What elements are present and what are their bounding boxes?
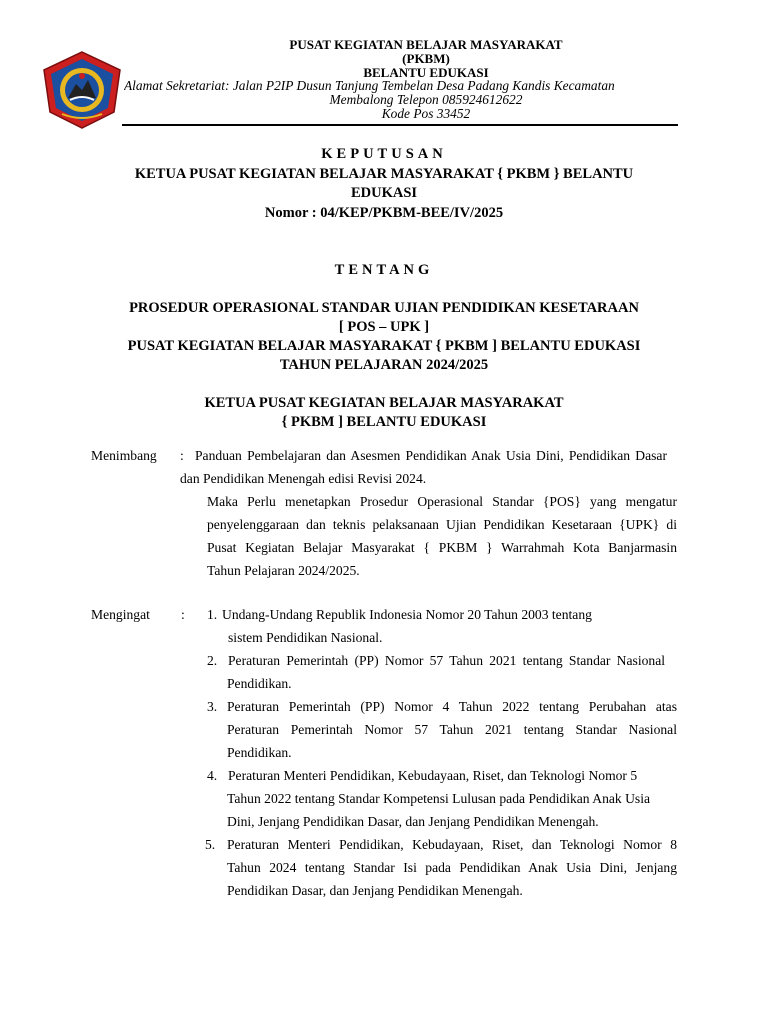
- about-line3: PUSAT KEGIATAN BELAJAR MASYARAKAT { PKBM ] BELANTU EDUKASI: [127, 338, 641, 354]
- remembering-item-line: sistem Pendidikan Nasional.: [228, 630, 383, 645]
- decision-title-line1: KETUA PUSAT KEGIATAN BELAJAR MASYARAKAT { PKBM } BELANTU: [134, 166, 634, 182]
- considering-p2-line3: Pusat Kegiatan Belajar Masyarakat { PKBM } Warrahmah Kota Banjarmasin: [207, 540, 677, 555]
- considering-p2-line2: penyelenggaraan dan teknis pelaksanaan Ujian Pendidikan Kesetaraan {UPK} di: [207, 517, 677, 532]
- remembering-item-line: Pendidikan.: [227, 676, 292, 691]
- remembering-item-line: Peraturan Menteri Pendidikan, Kebudayaan, Riset, dan Teknologi Nomor 8: [227, 837, 677, 852]
- remembering-item-number: 3.: [207, 699, 218, 714]
- address-line1: Alamat Sekretariat: Jalan P2IP Dusun Tanjung Tembelan Desa Padang Kandis Kecamatan: [124, 79, 615, 93]
- remembering-item-line: Dini, Jenjang Pendidikan Dasar, dan Jenjang Pendidikan Menengah.: [227, 814, 599, 829]
- remembering-item-number: 4.: [207, 768, 218, 783]
- remembering-item-number: 1.: [207, 607, 218, 622]
- decision-heading: KEPUTUSAN: [321, 146, 447, 162]
- remembering-item-line: Peraturan Pemerintah (PP) Nomor 4 Tahun 2022 tentang Perubahan atas: [227, 699, 677, 714]
- decision-title-line2: EDUKASI: [350, 185, 418, 201]
- org-name-line2: (PKBM): [402, 51, 450, 66]
- remembering-item-number: 2.: [207, 653, 218, 668]
- remembering-item-line: Peraturan Menteri Pendidikan, Kebudayaan, Riset, dan Teknologi Nomor 5: [228, 768, 638, 783]
- address-line2: Membalong Telepon 085924612622: [329, 92, 523, 107]
- remembering-label: Mengingat: [91, 607, 150, 622]
- remembering-item-line: Undang-Undang Republik Indonesia Nomor 20 Tahun 2003 tentang: [222, 607, 592, 622]
- remembering-item-number: 5.: [205, 837, 216, 852]
- remembering-item-line: Tahun 2024 tentang Standar Isi pada Pendidikan Anak Usia Dini, Jenjang: [227, 860, 677, 875]
- org-name-line1: PUSAT KEGIATAN BELAJAR MASYARAKAT: [289, 37, 563, 52]
- remembering-colon: :: [181, 607, 185, 622]
- pkbm-logo-emblem-icon: [40, 50, 124, 130]
- signatory-line1: KETUA PUSAT KEGIATAN BELAJAR MASYARAKAT: [204, 395, 564, 411]
- remembering-item-line: Pendidikan.: [227, 745, 292, 760]
- letterhead-divider: [122, 124, 678, 126]
- address-line3: Kode Pos 33452: [381, 106, 471, 121]
- remembering-item-line: Pendidikan Dasar, dan Jenjang Pendidikan Menengah.: [227, 883, 523, 898]
- remembering-item-line: Tahun 2022 tentang Standar Kompetensi Lulusan pada Pendidikan Anak Usia: [227, 791, 651, 806]
- considering-colon: :: [180, 448, 184, 463]
- signatory-line2: { PKBM ] BELANTU EDUKASI: [281, 414, 487, 430]
- considering-p1-line2: dan Pendidikan Menengah edisi Revisi 2024.: [180, 471, 427, 486]
- considering-p2-line4: Tahun Pelajaran 2024/2025.: [207, 563, 360, 578]
- remembering-item-line: Peraturan Pemerintah (PP) Nomor 57 Tahun 2021 tentang Standar Nasional: [228, 653, 665, 668]
- about-heading: TENTANG: [334, 262, 434, 278]
- considering-p1-line1: Panduan Pembelajaran dan Asesmen Pendidikan Anak Usia Dini, Pendidikan Dasar: [195, 448, 667, 463]
- about-line2: [ POS – UPK ]: [338, 319, 430, 335]
- considering-p2-line1: Maka Perlu menetapkan Prosedur Operasional Standar {POS} yang mengatur: [207, 494, 677, 509]
- remembering-item-line: Peraturan Pemerintah Nomor 57 Tahun 2021 tentang Standar Nasional: [227, 722, 677, 737]
- decision-number: Nomor : 04/KEP/PKBM-BEE/IV/2025: [264, 205, 504, 221]
- considering-label: Menimbang: [91, 448, 157, 463]
- org-name-line3: BELANTU EDUKASI: [363, 65, 489, 80]
- about-line1: PROSEDUR OPERASIONAL STANDAR UJIAN PENDIDIKAN KESETARAAN: [129, 300, 639, 316]
- about-line4: TAHUN PELAJARAN 2024/2025: [279, 357, 489, 373]
